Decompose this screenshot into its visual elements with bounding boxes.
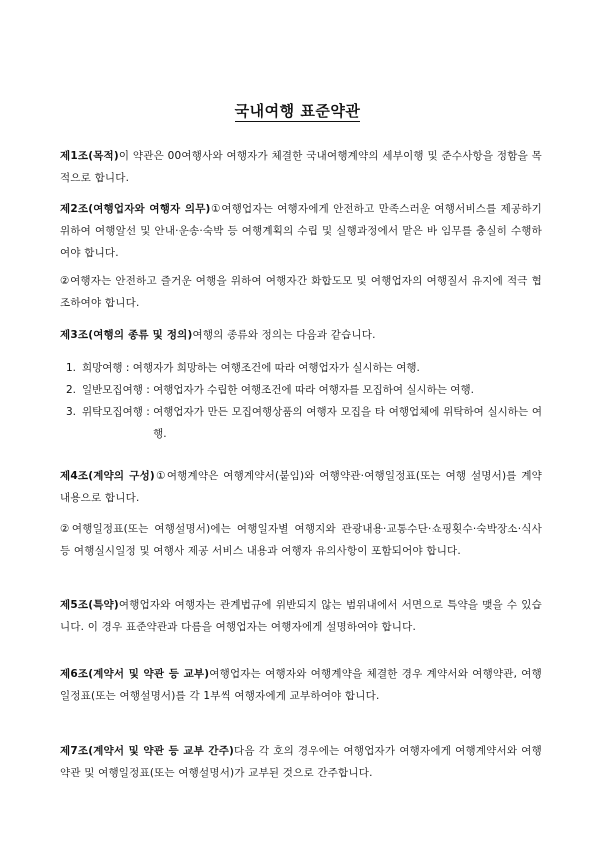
item-number: 1. bbox=[66, 362, 77, 374]
article-text: ②여행자는 안전하고 즐거운 여행을 위하여 여행자간 화합도모 및 여행업자의 여행질서 유지에 적극 협조하여야 합니다. bbox=[60, 275, 542, 309]
article-7 bbox=[60, 740, 542, 784]
item-desc: 여행자가 희망하는 여행조건에 따라 여행업자가 실시하는 여행. bbox=[132, 362, 420, 374]
article-text: 이 약관은 00여행사와 여행자가 체결한 국내여행계약의 세부이행 및 준수사항을 정함을 목적으로 합니다. bbox=[60, 150, 542, 184]
article-heading: 제5조(특약) bbox=[60, 599, 119, 611]
list-item bbox=[66, 401, 542, 445]
travel-types-list bbox=[66, 357, 542, 445]
list-item bbox=[66, 357, 542, 379]
article-text: 여행의 종류와 정의는 다음과 같습니다. bbox=[192, 329, 376, 341]
item-number: 3. bbox=[66, 406, 77, 418]
item-desc: 여행업자가 수립한 여행조건에 따라 여행자를 모집하여 실시하는 여행. bbox=[153, 384, 474, 396]
article-heading: 제2조(여행업자와 여행자 의무) bbox=[60, 203, 211, 215]
article-text: 여행업자는 여행자와 여행계약을 체결한 경우 계약서와 여행약관, 여행일정표(또는 여행설명서)를 각 1부씩 여행자에게 교부하여야 합니다. bbox=[60, 668, 542, 702]
article-heading: 제7조(계약서 및 약관 등 교부 간주) bbox=[60, 745, 235, 757]
article-heading: 제3조(여행의 종류 및 정의) bbox=[60, 329, 193, 341]
article-heading: 제4조(계약의 구성) bbox=[60, 470, 155, 482]
article-2 bbox=[60, 198, 542, 264]
item-term: 위탁모집여행 : bbox=[82, 406, 154, 418]
article-text: ①여행업자는 여행자에게 안전하고 만족스러운 여행서비스를 제공하기 위하여 여행알선 및 안내·운송·숙박 등 여행계획의 수립 및 실행과정에서 맡은 바 임무를 충실히 수행하여야 합니다. bbox=[60, 203, 542, 259]
item-desc: 여행업자가 만든 모집여행상품의 여행자 모집을 타 여행업체에 위탁하여 실시하는 여행. bbox=[153, 406, 542, 440]
article-text: ②여행일정표(또는 여행설명서)에는 여행일자별 여행지와 관광내용·교통수단·쇼핑횟수·숙박장소·식사 등 여행실시일정 및 여행사 제공 서비스 내용과 여행자 유의사항이 포함되어야 합니다. bbox=[60, 523, 542, 557]
article-2-clause-2 bbox=[60, 270, 542, 314]
article-4-clause-2 bbox=[60, 518, 542, 562]
article-5 bbox=[60, 594, 542, 638]
article-text: 여행업자와 여행자는 관계법규에 위반되지 않는 범위내에서 서면으로 특약을 맺을 수 있습니다. 이 경우 표준약관과 다름을 여행업자는 여행자에게 설명하여야 합니다. bbox=[60, 599, 542, 633]
article-heading: 제1조(목적) bbox=[60, 150, 119, 162]
article-4 bbox=[60, 465, 542, 509]
item-term: 일반모집여행 : bbox=[82, 384, 154, 396]
article-3 bbox=[60, 324, 542, 346]
article-1 bbox=[60, 145, 542, 189]
title-text: 국내여행 표준약관 bbox=[234, 102, 361, 120]
item-number: 2. bbox=[66, 384, 77, 396]
document-title bbox=[0, 100, 595, 121]
article-6 bbox=[60, 663, 542, 707]
article-text: 다음 각 호의 경우에는 여행업자가 여행자에게 여행계약서와 여행약관 및 여행일정표(또는 여행설명서)가 교부된 것으로 간주합니다. bbox=[60, 745, 542, 779]
list-item bbox=[66, 379, 542, 401]
article-heading: 제6조(계약서 및 약관 등 교부) bbox=[60, 668, 210, 680]
item-term: 희망여행 : bbox=[82, 362, 133, 374]
article-text: ①여행계약은 여행계약서(붙임)와 여행약관·여행일정표(또는 여행 설명서)를 계약내용으로 합니다. bbox=[60, 470, 543, 504]
